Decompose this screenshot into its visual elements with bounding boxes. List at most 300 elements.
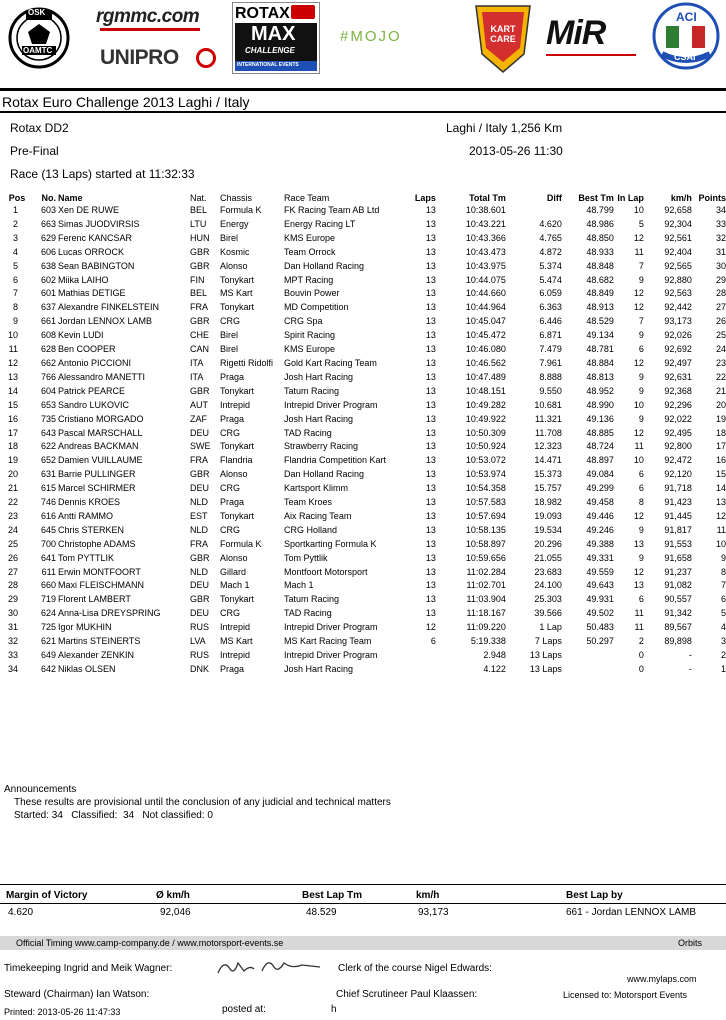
cell-pos: 22 xyxy=(8,497,19,508)
cell-team: MD Competition xyxy=(283,302,349,313)
cell-nat: DNK xyxy=(189,663,209,674)
cell-name: Niklas OLSEN xyxy=(58,663,116,674)
rotax-max-challenge-logo xyxy=(232,2,320,74)
cell-kmh: 93,173 xyxy=(664,316,692,327)
cell-team: Flandria Competition Kart xyxy=(283,455,386,466)
cell-kmh: 92,631 xyxy=(664,371,692,382)
cell-laps: 13 xyxy=(425,357,436,368)
cell-no: 603 xyxy=(40,205,56,215)
cell-kmh: 92,472 xyxy=(664,455,692,466)
cell-chassis: CRG xyxy=(219,524,240,535)
cell-diff: 8.888 xyxy=(539,371,562,382)
cell-best: 49.084 xyxy=(586,469,614,480)
timekeeping-text: Timekeeping Ingrid and Meik Wagner: xyxy=(4,963,173,974)
cell-nat: FRA xyxy=(189,302,208,313)
mojo-logo: #MOJO xyxy=(340,28,402,45)
announcements-heading: Announcements xyxy=(4,784,77,795)
cell-total: 10:58.897 xyxy=(465,538,506,549)
cell-no: 746 xyxy=(40,497,56,508)
cell-pos: 10 xyxy=(8,330,19,341)
table-row xyxy=(8,260,726,274)
table-row xyxy=(8,440,726,454)
cell-no: 606 xyxy=(40,246,56,257)
cell-chassis: Alonso xyxy=(219,552,248,563)
cell-best: 48.933 xyxy=(586,246,614,257)
cell-diff: 5.474 xyxy=(539,274,562,285)
cell-no: 649 xyxy=(40,650,56,660)
table-row xyxy=(8,371,726,385)
cell-name: Pascal MARSCHALL xyxy=(58,427,143,438)
cell-nat: GBR xyxy=(189,385,210,396)
table-row xyxy=(8,329,726,343)
cell-pos: 20 xyxy=(8,469,19,480)
cell-nat: GBR xyxy=(189,246,210,257)
cell-laps: 13 xyxy=(425,608,436,619)
cell-diff: 6.871 xyxy=(539,330,562,341)
table-row xyxy=(8,427,726,441)
cell-total: 10:47.489 xyxy=(465,371,506,382)
cell-nat: FRA xyxy=(189,455,208,466)
cell-team: Energy Racing LT xyxy=(283,218,356,229)
cell-laps: 13 xyxy=(425,302,436,313)
cell-diff: 19.093 xyxy=(534,510,562,521)
cell-laps: 13 xyxy=(425,427,436,438)
cell-laps: 13 xyxy=(425,594,436,605)
cell-total: 10:49.282 xyxy=(465,399,506,410)
col-nat: Nat. xyxy=(189,193,207,203)
cell-laps: 13 xyxy=(425,399,436,410)
cell-inlap: 9 xyxy=(638,274,644,285)
cell-name: Simas JUODVIRSIS xyxy=(58,218,140,229)
cell-team: Intrepid Driver Program xyxy=(283,650,378,660)
table-row xyxy=(8,343,726,357)
cell-laps: 13 xyxy=(425,218,436,229)
cell-chassis: Gillard xyxy=(219,566,246,577)
table-row xyxy=(8,385,726,399)
cell-no: 601 xyxy=(40,288,56,299)
cell-nat: CAN xyxy=(189,344,209,355)
cell-inlap: 9 xyxy=(638,413,644,424)
kart-care-logo: KART CARE xyxy=(470,2,536,76)
cell-total: 10:44.660 xyxy=(465,288,506,299)
cell-total: 10:44.964 xyxy=(465,302,506,313)
cell-team: TAD Racing xyxy=(283,608,332,619)
session-name: Pre-Final xyxy=(10,144,59,158)
cell-chassis: Tonykart xyxy=(219,385,254,396)
cell-nat: BEL xyxy=(189,288,207,299)
max-text: MAX xyxy=(251,23,296,45)
cell-no: 653 xyxy=(40,399,56,410)
cell-no: 616 xyxy=(40,510,56,521)
cell-total: 10:46.080 xyxy=(465,344,506,355)
cell-total: 10:57.694 xyxy=(465,510,506,521)
cell-name: Andreas BACKMAN xyxy=(58,441,139,452)
cell-laps: 13 xyxy=(425,580,436,591)
cell-name: Maxi FLEISCHMANN xyxy=(58,580,145,591)
cell-diff: 1 Lap xyxy=(539,622,562,633)
cell-pos: 27 xyxy=(8,566,19,577)
cell-diff: 6.059 xyxy=(539,288,562,299)
cell-kmh: 89,898 xyxy=(664,636,692,647)
results-header-row xyxy=(8,192,726,204)
cell-kmh: 89,567 xyxy=(664,622,692,633)
cell-laps: 13 xyxy=(425,385,436,396)
cell-laps: 12 xyxy=(425,622,436,633)
cell-no: 719 xyxy=(40,594,56,605)
cell-points: 34 xyxy=(715,205,726,215)
cell-nat: HUN xyxy=(189,232,210,243)
cell-total: 10:58.135 xyxy=(465,524,506,535)
cell-best: 49.931 xyxy=(586,594,614,605)
cell-pos: 32 xyxy=(8,636,19,647)
cell-inlap: 6 xyxy=(638,344,644,355)
table-row xyxy=(8,635,726,649)
cell-total: 11:03.904 xyxy=(466,594,506,605)
cell-total: 10:54.358 xyxy=(465,483,506,494)
cell-inlap: 5 xyxy=(638,218,644,229)
cell-no: 645 xyxy=(40,524,56,535)
cell-points: 5 xyxy=(720,608,726,619)
cell-name: Dennis KROES xyxy=(58,497,121,508)
cell-total: 10:57.583 xyxy=(465,497,506,508)
cell-nat: AUT xyxy=(189,399,208,410)
announcements-counts: Started: 34 Classified: 34 Not classified: 0 xyxy=(14,810,213,821)
cell-diff: 19.534 xyxy=(534,524,562,535)
table-row xyxy=(8,496,726,510)
cell-diff: 12.323 xyxy=(534,441,562,452)
cell-no: 638 xyxy=(40,260,56,271)
cell-best: 48.884 xyxy=(586,357,614,368)
cell-diff: 7.479 xyxy=(539,344,562,355)
sponsor-logo-strip xyxy=(0,0,726,84)
cell-best: 48.952 xyxy=(586,385,614,396)
cell-nat: GBR xyxy=(189,316,210,327)
cell-name: Damien VUILLAUME xyxy=(58,455,143,466)
cell-inlap: 11 xyxy=(634,246,644,257)
cell-nat: GBR xyxy=(189,594,210,605)
cell-diff: 4.765 xyxy=(539,232,562,243)
printed-text: Printed: 2013-05-26 11:47:33 xyxy=(4,1007,121,1017)
table-row xyxy=(8,454,726,468)
race-info: Race (13 Laps) started at 11:32:33 xyxy=(10,167,195,181)
cell-diff: 9.550 xyxy=(539,385,562,396)
cell-inlap: 10 xyxy=(633,205,644,215)
cell-nat: ITA xyxy=(189,357,204,368)
cell-points: 21 xyxy=(715,385,726,396)
table-row xyxy=(8,510,726,524)
cell-diff: 20.296 xyxy=(534,538,562,549)
cell-inlap: 7 xyxy=(638,260,644,271)
cell-best: 48.799 xyxy=(586,205,614,215)
cell-nat: NLD xyxy=(189,566,208,577)
cell-nat: CHE xyxy=(189,330,209,341)
cell-kmh: 91,423 xyxy=(664,497,692,508)
cell-name: Barrie PULLINGER xyxy=(58,469,136,480)
cell-kmh: - xyxy=(688,663,692,674)
cell-no: 735 xyxy=(40,413,56,424)
cell-team: Spirit Racing xyxy=(283,330,335,341)
cell-pos: 13 xyxy=(8,371,19,382)
cell-nat: DEU xyxy=(189,483,209,494)
cell-kmh: 92,442 xyxy=(664,302,692,313)
cell-diff: 6.446 xyxy=(539,316,562,327)
cell-diff: 5.374 xyxy=(539,260,562,271)
cell-name: Martins STEINERTS xyxy=(58,636,141,647)
cell-pos: 8 xyxy=(13,302,19,313)
cell-pos: 12 xyxy=(8,357,19,368)
table-row xyxy=(8,274,726,288)
cell-name: Chris STERKEN xyxy=(58,524,125,535)
cell-diff: 13 Laps xyxy=(529,663,562,674)
cell-best: 48.813 xyxy=(586,371,614,382)
cell-points: 25 xyxy=(715,330,726,341)
cell-kmh: 91,658 xyxy=(664,552,692,563)
mir-logo: MiR xyxy=(546,14,646,54)
cell-total: 10:44.075 xyxy=(465,274,506,285)
cell-points: 1 xyxy=(720,663,726,674)
cell-best: 49.136 xyxy=(586,413,614,424)
cell-nat: NLD xyxy=(189,524,208,535)
table-row xyxy=(8,524,726,538)
cell-pos: 17 xyxy=(8,427,19,438)
cell-points: 29 xyxy=(715,274,726,285)
posted-h: h xyxy=(331,1004,337,1015)
cell-total: 10:43.473 xyxy=(465,246,506,257)
cell-pos: 5 xyxy=(13,260,19,271)
cell-kmh: 90,557 xyxy=(664,594,692,605)
cell-no: 700 xyxy=(40,538,56,549)
cell-chassis: Birel xyxy=(219,330,238,341)
cell-team: Aix Racing Team xyxy=(283,510,352,521)
cell-name: Florent LAMBERT xyxy=(58,594,131,605)
cell-diff: 7 Laps xyxy=(534,636,562,647)
cell-chassis: Tonykart xyxy=(219,302,254,313)
cell-nat: LTU xyxy=(189,218,207,229)
cell-pos: 33 xyxy=(8,650,19,660)
cell-team: MPT Racing xyxy=(283,274,334,285)
table-row xyxy=(8,621,726,635)
cell-laps: 13 xyxy=(425,232,436,243)
cell-chassis: CRG xyxy=(219,608,240,619)
cell-diff: 14.471 xyxy=(534,455,562,466)
best-lap-by-value: 661 - Jordan LENNOX LAMB xyxy=(566,907,697,918)
cell-points: 13 xyxy=(715,497,726,508)
cell-no: 624 xyxy=(40,608,56,619)
cell-diff: 25.303 xyxy=(534,594,562,605)
cell-points: 16 xyxy=(715,455,726,466)
cell-inlap: 6 xyxy=(638,483,644,494)
cell-name: Alessandro MANETTI xyxy=(58,371,146,382)
cell-inlap: 10 xyxy=(633,399,644,410)
cell-name: Xen DE RUWE xyxy=(58,205,120,215)
cell-best: 49.246 xyxy=(586,524,614,535)
cell-points: 24 xyxy=(715,344,726,355)
col-inlap: In Lap xyxy=(617,193,644,203)
cell-team: Tom Pyttlik xyxy=(283,552,328,563)
cell-points: 4 xyxy=(720,622,726,633)
unipro-logo: UNIPRO xyxy=(100,46,210,74)
cell-name: Alexandre FINKELSTEIN xyxy=(58,302,160,313)
cell-kmh: 91,817 xyxy=(664,524,692,535)
table-row xyxy=(8,482,726,496)
cell-pos: 21 xyxy=(8,483,19,494)
cell-team: KMS Europe xyxy=(283,232,335,243)
table-row xyxy=(8,218,726,232)
table-row xyxy=(8,413,726,427)
cell-chassis: CRG xyxy=(219,483,240,494)
cell-kmh: 92,404 xyxy=(664,246,692,257)
cell-laps xyxy=(406,649,436,663)
official-timing-text: Official Timing www.camp-company.de / www.motorsport-events.se xyxy=(16,938,284,948)
cell-pos: 29 xyxy=(8,594,19,605)
cell-nat: ZAF xyxy=(189,413,207,424)
cell-diff xyxy=(506,204,562,218)
cell-kmh: 92,497 xyxy=(664,357,692,368)
cell-chassis: Intrepid xyxy=(219,650,250,660)
cell-kmh: 92,495 xyxy=(664,427,692,438)
cell-points: 30 xyxy=(715,260,726,271)
table-row xyxy=(8,357,726,371)
cell-points: 15 xyxy=(715,469,726,480)
cell-inlap: 12 xyxy=(633,288,644,299)
cell-team: Dan Holland Racing xyxy=(283,260,364,271)
cell-name: Marcel SCHIRMER xyxy=(58,483,136,494)
cell-chassis: Formula K xyxy=(219,205,262,215)
cell-team: Bouvin Power xyxy=(283,288,340,299)
cell-laps: 13 xyxy=(425,316,436,327)
col-team: Race Team xyxy=(283,193,330,203)
cell-chassis: Praga xyxy=(219,663,244,674)
cell-name: Ferenc KANCSAR xyxy=(58,232,133,243)
cell-kmh: 92,561 xyxy=(664,232,692,243)
cell-no: 766 xyxy=(40,371,56,382)
cell-team: Josh Hart Racing xyxy=(283,413,353,424)
cell-pos: 1 xyxy=(13,205,19,215)
cell-total: 10:49.922 xyxy=(465,413,506,424)
venue: Laghi / Italy 1,256 Km xyxy=(446,121,563,135)
margin-value: 4.620 xyxy=(8,907,34,918)
cell-team: Josh Hart Racing xyxy=(283,663,353,674)
cell-laps: 13 xyxy=(425,552,436,563)
summary-top-rule xyxy=(0,884,726,885)
cell-nat: SWE xyxy=(189,441,211,452)
cell-kmh: 92,658 xyxy=(664,205,692,215)
cell-no: 643 xyxy=(40,427,56,438)
cell-best xyxy=(562,649,614,663)
cell-laps: 13 xyxy=(425,288,436,299)
cell-best: 48.848 xyxy=(586,260,614,271)
license-text: Licensed to: Motorsport Events xyxy=(563,990,688,1000)
cell-best: 48.885 xyxy=(586,427,614,438)
best-lap-by-label: Best Lap by xyxy=(566,890,623,901)
cell-inlap: 9 xyxy=(638,552,644,563)
cell-laps: 13 xyxy=(425,566,436,577)
cell-pos: 28 xyxy=(8,580,19,591)
cell-inlap: 9 xyxy=(638,371,644,382)
cell-kmh: 91,237 xyxy=(664,566,692,577)
cell-chassis: Intrepid xyxy=(219,399,250,410)
cell-best: 48.849 xyxy=(586,288,614,299)
class-name: Rotax DD2 xyxy=(10,121,69,135)
cell-chassis: Tonykart xyxy=(219,594,254,605)
col-points: Points xyxy=(698,193,726,203)
cell-kmh: 92,296 xyxy=(664,399,692,410)
cell-inlap: 9 xyxy=(638,330,644,341)
cell-inlap: 9 xyxy=(638,385,644,396)
cell-inlap: 8 xyxy=(638,497,644,508)
cell-kmh: 91,445 xyxy=(664,510,692,521)
table-row xyxy=(8,399,726,413)
cell-inlap: 6 xyxy=(638,469,644,480)
cell-name: Cristiano MORGADO xyxy=(58,413,144,424)
cell-nat: FIN xyxy=(189,274,205,285)
cell-chassis: Praga xyxy=(219,413,244,424)
cell-total: 10:43.975 xyxy=(465,260,506,271)
cell-diff: 18.982 xyxy=(534,497,562,508)
cell-name: Igor MUKHIN xyxy=(58,622,112,633)
table-row xyxy=(8,538,726,552)
cell-pos: 2 xyxy=(13,218,19,229)
cell-total: 11:18.167 xyxy=(466,608,506,619)
cell-total: 10:50.309 xyxy=(465,427,506,438)
cell-no: 661 xyxy=(40,316,56,327)
cell-pos: 23 xyxy=(8,510,19,521)
cell-pos: 31 xyxy=(8,622,19,633)
cell-name: Jordan LENNOX LAMB xyxy=(58,316,153,327)
cell-inlap: 12 xyxy=(633,566,644,577)
cell-team: TAD Racing xyxy=(283,427,332,438)
cell-team: KMS Europe xyxy=(283,344,335,355)
cell-name: Mathias DETIGE xyxy=(58,288,126,299)
cell-kmh: 92,800 xyxy=(664,441,692,452)
results-table xyxy=(8,192,726,677)
cell-best: 49.643 xyxy=(586,580,614,591)
cell-kmh: 92,692 xyxy=(664,344,692,355)
cell-inlap: 10 xyxy=(633,455,644,466)
cell-kmh: 91,082 xyxy=(664,580,692,591)
cell-total: 10:45.472 xyxy=(465,330,506,341)
cell-pos: 9 xyxy=(13,316,19,327)
cell-pos: 19 xyxy=(8,455,19,466)
cell-pos: 3 xyxy=(13,232,19,243)
cell-laps: 13 xyxy=(425,441,436,452)
cell-inlap: 11 xyxy=(634,608,644,619)
cell-best: 48.724 xyxy=(586,441,614,452)
cell-inlap: 2 xyxy=(638,636,644,647)
cell-nat: LVA xyxy=(189,636,206,647)
cell-nat: GBR xyxy=(189,552,210,563)
cell-laps: 13 xyxy=(425,413,436,424)
cell-team: FK Racing Team AB Ltd xyxy=(283,205,380,215)
table-row xyxy=(8,468,726,482)
cell-laps: 13 xyxy=(425,524,436,535)
cell-points: 11 xyxy=(716,524,726,535)
mylaps-link[interactable]: www.mylaps.com xyxy=(627,974,697,984)
cell-diff: 23.683 xyxy=(534,566,562,577)
cell-laps: 13 xyxy=(425,260,436,271)
cell-name: Alexander ZENKIN xyxy=(58,650,135,660)
col-diff: Diff xyxy=(546,193,562,203)
cell-no: 637 xyxy=(40,302,56,313)
cell-team: Sportkarting Formula K xyxy=(283,538,377,549)
event-title: Rotax Euro Challenge 2013 Laghi / Italy xyxy=(2,94,250,110)
cell-team: Intrepid Driver Program xyxy=(283,622,378,633)
col-laps: Laps xyxy=(414,193,436,203)
cell-best: 48.990 xyxy=(586,399,614,410)
cell-best: 48.913 xyxy=(586,302,614,313)
table-row xyxy=(8,204,726,218)
cell-kmh: 92,026 xyxy=(664,330,692,341)
